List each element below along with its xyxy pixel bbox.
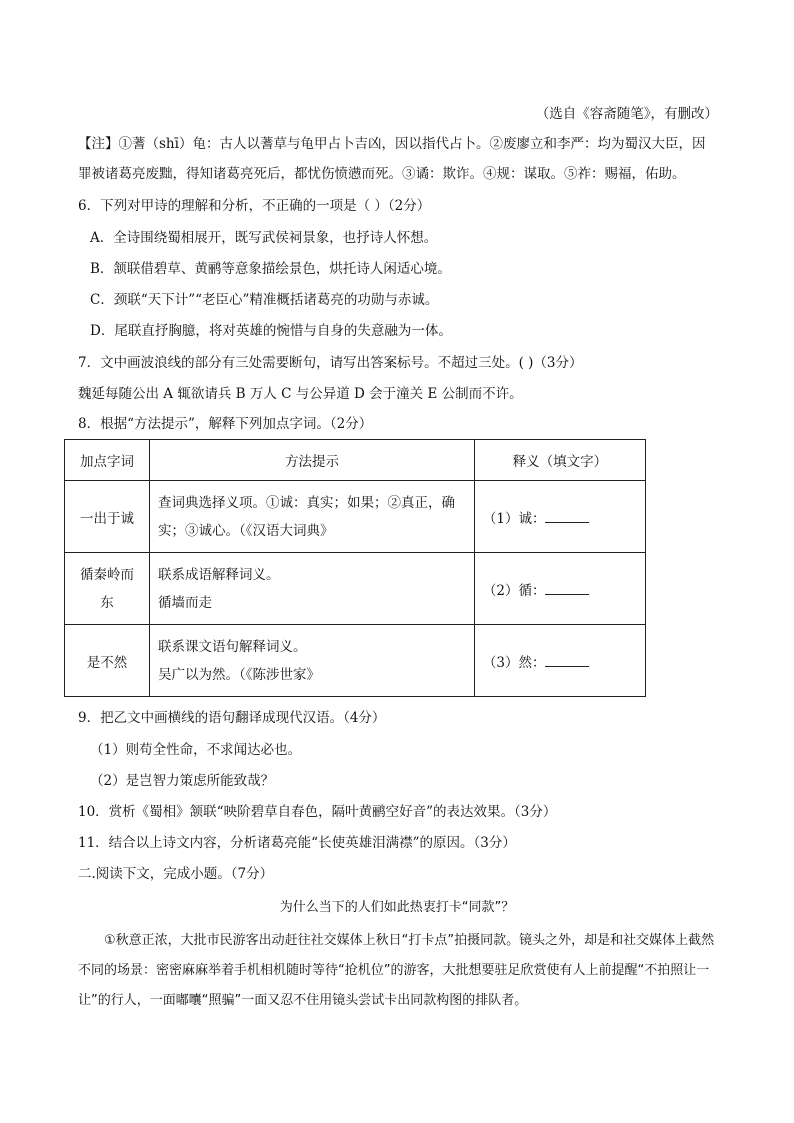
- table-cell-hint: [150, 553, 475, 625]
- note-line-1: 【注】①蓍（shī）龟：古人以蓍草与龟甲占卜吉凶，因以指代占卜。②废廖立和李严：均为蜀汉大臣，因: [78, 136, 706, 152]
- question-6-option-c: C．颈联“天下计”“老臣心”精准概括诸葛亮的功勋与赤诚。: [90, 292, 439, 308]
- hint-line: 联系成语解释词义。: [158, 566, 280, 583]
- hint-line: 吴广以为然。（《陈涉世家》: [158, 666, 321, 683]
- question-6-option-d: D．尾联直抒胸臆，将对英雄的惋惜与自身的失意融为一体。: [90, 323, 452, 339]
- question-7-sentence: 魏延每随公出 A 辄欲请兵 B 万人 C 与公异道 D 会于潼关 E 公制而不许。: [78, 386, 523, 402]
- answer-label: （3）然：: [482, 654, 546, 671]
- answer-blank[interactable]: [545, 580, 589, 595]
- hint-line: 联系课文语句解释词义。: [158, 638, 307, 655]
- table-cell-word: 一出于诚: [65, 481, 150, 553]
- table-row: [65, 553, 646, 625]
- question-9-item-2: （2）是岂智力策虑所能致哉？: [90, 773, 275, 789]
- article-title: 为什么当下的人们如此热衷打卡“同款”？: [279, 900, 515, 915]
- question-10: 10．赏析《蜀相》颔联“映阶碧草自春色，隔叶黄鹂空好音”的表达效果。（3分）: [78, 804, 557, 820]
- word-line: 循秦岭而: [80, 566, 135, 583]
- table-header-row: [65, 440, 646, 481]
- table-cell-word: 是不然: [65, 625, 150, 697]
- table-row: [65, 625, 646, 697]
- table-header-hint: 方法提示: [150, 440, 475, 481]
- table-cell-hint: [150, 481, 475, 553]
- table-cell-answer: [474, 481, 645, 553]
- table-row: [65, 481, 646, 553]
- answer-label: （2）循：: [482, 582, 546, 599]
- table-cell-answer: [474, 625, 645, 697]
- table-header-answer: 释义（填文字）: [474, 440, 645, 481]
- table-cell-word: [65, 553, 150, 625]
- question-9-stem: 9．把乙文中画横线的语句翻译成现代汉语。（4分）: [78, 710, 386, 726]
- answer-label: （1）诚：: [482, 510, 546, 527]
- question-7-stem: 7．文中画波浪线的部分有三处需要断句，请写出答案标号。不超过三处。( )（3分）: [78, 355, 583, 371]
- table-header-word: 加点字词: [65, 440, 150, 481]
- question-6-option-b: B．颔联借碧草、黄鹂等意象描绘景色，烘托诗人闲适心境。: [90, 261, 451, 277]
- question-6-stem: 6．下列对甲诗的理解和分析，不正确的一项是（ ）（2分）: [78, 198, 431, 214]
- hint-line: 循墙而走: [158, 594, 213, 611]
- hint-line: 实；③诚心。（《汉语大词典》: [158, 522, 334, 539]
- table-cell-hint: [150, 625, 475, 697]
- question-11: 11．结合以上诗文内容，分析诸葛亮能“长使英雄泪满襟”的原因。（3分）: [78, 835, 516, 851]
- section-2-heading: 二.阅读下文，完成小题。（7分）: [78, 866, 274, 882]
- answer-blank[interactable]: [545, 652, 589, 667]
- source-citation: （选自《容斋随笔》，有删改）: [535, 106, 718, 122]
- hint-line: 查词典选择义项。①诚：真实；如果；②真正，确: [158, 494, 456, 511]
- article-paragraph: ①秋意正浓，大批市民游客出动赶往社交媒体上秋日“打卡点”拍摄同款。镜头之外，却是和社交媒体上截然不同的场景：密密麻麻举着手机相机随时等待“抢机位”的游客，大批想要驻足欣赏使有人上前提醒“不拍照让一让”的行人，一面嘟囔“照骗”一面又忍不住用镜头尝试卡出同款构图的排队者。: [78, 933, 715, 1008]
- question-6-option-a: A．全诗围绕蜀相展开，既写武侯祠景象，也抒诗人怀想。: [90, 230, 438, 246]
- word-line: 东: [100, 594, 114, 611]
- answer-blank[interactable]: [545, 508, 589, 523]
- question-8-stem: 8．根据“方法提示”，解释下列加点字词。（2分）: [78, 416, 373, 432]
- question-9-item-1: （1）则苟全性命，不求闻达必也。: [90, 742, 302, 758]
- note-line-2: 罪被诸葛亮废黜，得知诸葛亮死后，都忧伤愤懑而死。③谲：欺诈。④规：谋取。⑤祚：赐福，佑助。: [78, 166, 686, 182]
- table-cell-answer: [474, 553, 645, 625]
- method-table: [64, 439, 646, 697]
